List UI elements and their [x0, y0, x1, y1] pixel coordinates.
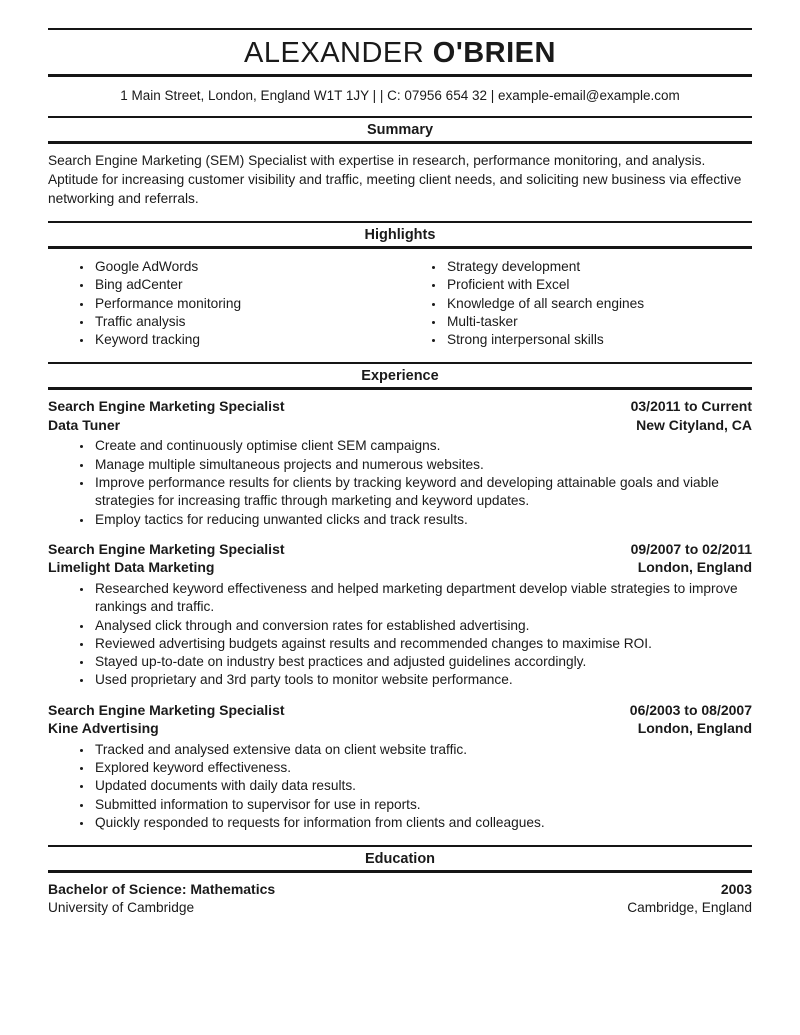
job-company-row [48, 416, 752, 435]
highlight-item: • Proficient with Excel [445, 276, 752, 294]
graduation-year: 2003 [720, 881, 752, 898]
job-dates: 06/2003 to 08/2007 [629, 701, 752, 718]
job-title: Search Engine Marketing Specialist [48, 540, 285, 557]
education-school-row [48, 899, 752, 918]
job-bullet: • Used proprietary and 3rd party tools to monitor website performance. [93, 671, 752, 689]
section-heading-summary: Summary [48, 116, 752, 144]
job-company-row [48, 558, 752, 577]
highlights-list-right [400, 258, 752, 349]
job-bullet: • Stayed up-to-date on industry best practices and adjusted guidelines accordingly. [93, 653, 752, 671]
summary-text: Search Engine Marketing (SEM) Specialist with expertise in research, performance monitoring, and analysis. Aptitude for increasing customer visibility and traffic, meeting client needs, and soliciting new business via effective networking and referrals. [48, 153, 742, 206]
highlights-column-right [400, 258, 752, 349]
job-dates: 03/2011 to Current [630, 398, 752, 415]
highlight-item: • Traffic analysis [93, 313, 400, 331]
page-title [48, 37, 752, 69]
job-bullet-list [48, 437, 752, 528]
job-bullet: • Manage multiple simultaneous projects and numerous websites. [93, 456, 752, 474]
job-bullet: • Quickly responded to requests for information from clients and colleagues. [93, 814, 752, 832]
job-location: London, England [637, 720, 752, 737]
job-bullet: • Analysed click through and conversion rates for established advertising. [93, 617, 752, 635]
highlight-item: • Bing adCenter [93, 276, 400, 294]
contact-line: 1 Main Street, London, England W1T 1JY | | C: 07956 654 32 | example-email@example.com [120, 88, 680, 103]
highlight-item: • Strong interpersonal skills [445, 331, 752, 349]
job-dates: 09/2007 to 02/2011 [630, 540, 752, 557]
job-bullet-list [48, 741, 752, 832]
job-title-row [48, 397, 752, 416]
job-bullet: • Updated documents with daily data results. [93, 777, 752, 795]
highlight-item: • Performance monitoring [93, 295, 400, 313]
highlight-item: • Knowledge of all search engines [445, 295, 752, 313]
job-title: Search Engine Marketing Specialist [48, 398, 285, 415]
job-bullet: • Researched keyword effectiveness and helped marketing department develop viable strategies to improve rankings and traffic. [93, 580, 752, 617]
job-company-row [48, 719, 752, 738]
job-entry [48, 397, 752, 528]
job-bullet: • Submitted information to supervisor for use in reports. [93, 796, 752, 814]
job-bullet: • Employ tactics for reducing unwanted clicks and track results. [93, 511, 752, 529]
highlights-list-left [48, 258, 400, 349]
job-bullet: • Create and continuously optimise client SEM campaigns. [93, 437, 752, 455]
degree: Bachelor of Science: Mathematics [48, 881, 276, 898]
name-first: ALEXANDER [244, 37, 425, 69]
section-heading-education: Education [48, 845, 752, 873]
highlight-item: • Strategy development [445, 258, 752, 276]
job-bullet: • Explored keyword effectiveness. [93, 759, 752, 777]
header-name-band [48, 28, 752, 77]
job-title-row [48, 540, 752, 559]
section-heading-experience: Experience [48, 362, 752, 390]
job-title-row [48, 701, 752, 720]
job-entry [48, 540, 752, 690]
school: University of Cambridge [48, 899, 195, 915]
highlights-column-left [48, 258, 400, 349]
job-company: Kine Advertising [48, 720, 159, 737]
job-location: London, England [637, 559, 752, 576]
job-bullet: • Tracked and analysed extensive data on client website traffic. [93, 741, 752, 759]
job-location: New Cityland, CA [636, 416, 752, 433]
highlight-item: • Multi-tasker [445, 313, 752, 331]
education-entry [48, 880, 752, 917]
highlight-item: • Google AdWords [93, 258, 400, 276]
highlight-item: • Keyword tracking [93, 331, 400, 349]
job-company: Limelight Data Marketing [48, 559, 215, 576]
highlights-columns [48, 258, 752, 349]
job-bullet: • Improve performance results for clients by tracking keyword and developing attainable goals and viable strategies for increasing traffic through marketing and keyword updates. [93, 474, 752, 511]
education-degree-row [48, 880, 752, 899]
job-company: Data Tuner [48, 416, 121, 433]
job-bullet-list [48, 580, 752, 690]
section-heading-highlights: Highlights [48, 221, 752, 249]
job-bullet: • Reviewed advertising budgets against results and recommended changes to maximise ROI. [93, 635, 752, 653]
job-entry [48, 701, 752, 832]
name-last: O'BRIEN [432, 37, 556, 69]
school-location: Cambridge, England [627, 899, 752, 915]
job-title: Search Engine Marketing Specialist [48, 701, 285, 718]
